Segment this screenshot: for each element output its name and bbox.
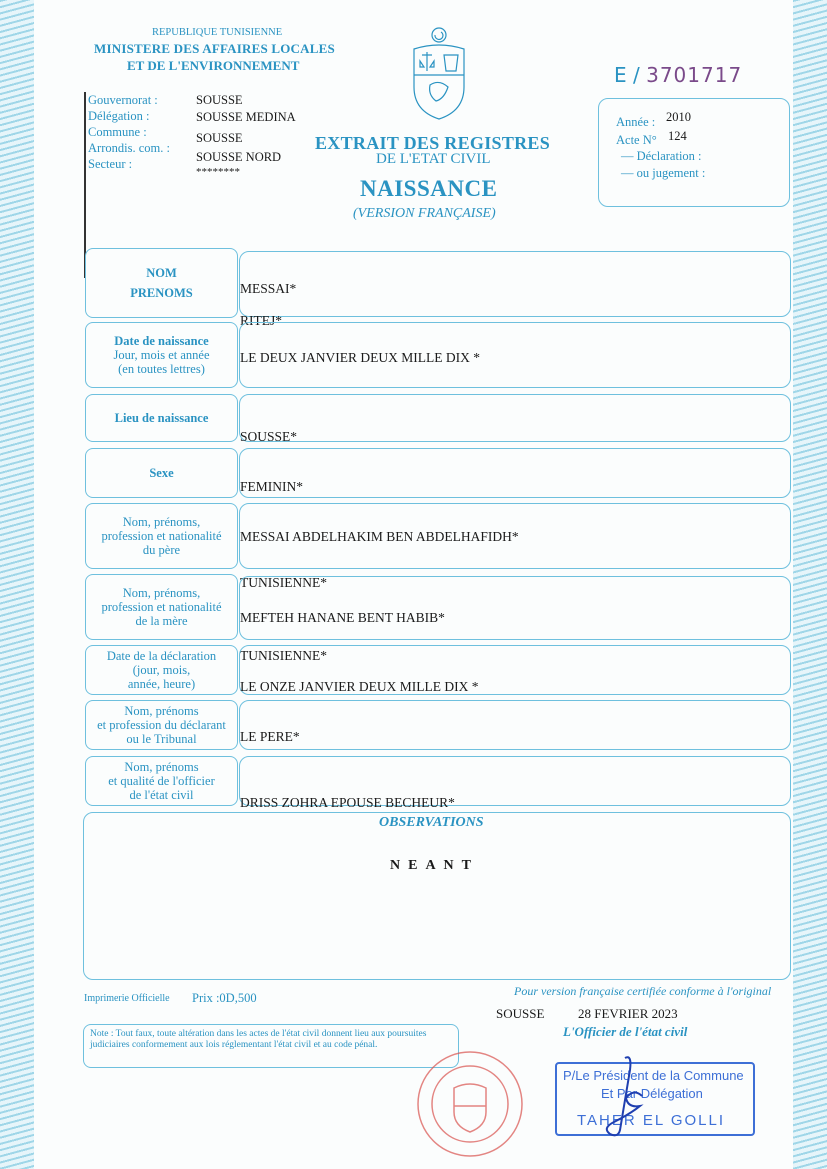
stamp-line-3: TAHER EL GOLLI (577, 1112, 726, 1129)
declarant-value-box (239, 700, 791, 750)
certification-text: Pour version française certifiée conforme à l'original (514, 984, 772, 998)
officer-title: L'Officier de l'état civil (563, 1024, 688, 1039)
date-naissance-label-box (85, 322, 238, 388)
officier-label-box (85, 756, 238, 806)
mere-label-1: Nom, prénoms, (122, 586, 201, 600)
declarant-label-1: Nom, prénoms (124, 704, 199, 718)
lieu-naissance-label-box (85, 394, 238, 442)
mere-label-box (85, 574, 238, 640)
mere-value: MEFTEH HANANE BENT HABIB* (240, 610, 445, 625)
lieu-naissance-value-box (239, 394, 791, 442)
gouvernorat-value: SOUSSE (196, 93, 243, 107)
date-naissance-sub1: Jour, mois et année (113, 348, 210, 362)
acte-value: 124 (668, 129, 687, 143)
gouvernorat-label: Gouvernorat : (88, 93, 158, 107)
document-title: EXTRAIT DES REGISTRES (315, 133, 551, 153)
prenoms-label: PRENOMS (130, 286, 193, 300)
lieu-naissance-label: Lieu de naissance (114, 411, 209, 425)
prenoms-value: RITEJ* (240, 313, 282, 328)
declaration-date-label-3: année, heure) (127, 677, 196, 691)
declaration-label: — Déclaration : (621, 149, 702, 163)
sexe-label-box (85, 448, 238, 498)
delegation-value: SOUSSE MEDINA (196, 110, 296, 124)
declarant-value: LE PERE* (240, 729, 300, 744)
date-naissance-value: LE DEUX JANVIER DEUX MILLE DIX * (240, 350, 480, 365)
observations-box (83, 812, 791, 980)
serial-value: 3701717 (646, 63, 743, 87)
date-naissance-sub2: (en toutes lettres) (118, 362, 205, 376)
municipal-seal-icon (414, 1048, 526, 1160)
officier-label-1: Nom, prénoms (124, 760, 199, 774)
mere-nationalite: TUNISIENNE* (240, 648, 327, 663)
delegation-label: Délégation : (88, 109, 150, 123)
nom-prenoms-label-box (85, 248, 238, 318)
declarant-label-2: et profession du déclarant (97, 718, 226, 732)
lieu-naissance-value: SOUSSE* (240, 429, 298, 444)
pere-value: MESSAI ABDELHAKIM BEN ABDELHAFIDH* (240, 529, 519, 544)
officier-label-2: et qualité de l'officier (108, 774, 215, 788)
stamp-line-2: Et Par Délégation (601, 1086, 703, 1101)
pere-label-box (85, 503, 238, 569)
declaration-date-label-box (85, 645, 238, 695)
republique-label: REPUBLIQUE TUNISIENNE (152, 27, 283, 38)
jugement-label: — ou jugement : (621, 166, 706, 180)
sexe-value-box (239, 448, 791, 498)
serial-number (614, 63, 742, 87)
pere-label-2: profession et nationalité (101, 529, 222, 543)
issue-place: SOUSSE (496, 1006, 545, 1021)
observations-value: NEANT (390, 858, 480, 873)
sexe-label: Sexe (149, 466, 174, 480)
ministry-subtitle: ET DE L'ENVIRONNEMENT (127, 58, 300, 73)
pere-nationalite: TUNISIENNE* (240, 575, 327, 590)
nom-value: MESSAI* (240, 281, 297, 296)
nom-prenoms-value-box (239, 251, 791, 317)
arrondissement-value: SOUSSE NORD (196, 150, 282, 164)
commune-label: Commune : (88, 125, 147, 139)
secteur-value: ******** (196, 166, 240, 178)
declaration-date-label-2: (jour, mois, (132, 663, 191, 677)
declaration-date-value: LE ONZE JANVIER DEUX MILLE DIX * (240, 679, 479, 694)
observations-title: OBSERVATIONS (379, 815, 484, 830)
mere-value-box (239, 576, 791, 640)
sexe-value: FEMININ* (240, 479, 303, 494)
acte-label: Acte N° (616, 133, 657, 147)
annee-value: 2010 (666, 110, 691, 124)
document-version: (VERSION FRANÇAISE) (353, 206, 496, 221)
declarant-label-box (85, 700, 238, 750)
declaration-date-label-1: Date de la déclaration (106, 649, 217, 663)
mere-label-2: profession et nationalité (101, 600, 222, 614)
mere-label-3: de la mère (135, 614, 188, 628)
officier-value: DRISS ZOHRA EPOUSE BECHEUR* (240, 795, 455, 810)
nom-label: NOM (146, 266, 177, 280)
decorative-border-left (0, 0, 34, 1169)
arrondissement-label: Arrondis. com. : (88, 141, 170, 155)
legal-note: Note : Tout faux, toute altération dans les actes de l'état civil donnent lieu aux poursuites judiciaires conformement aux lois réglementant l'état civil et au code pénal. (83, 1024, 459, 1068)
stamp-line-1: P/Le Président de la Commune (563, 1068, 744, 1083)
prix-label: Prix :0D,500 (192, 991, 257, 1005)
pere-label-1: Nom, prénoms, (122, 515, 201, 529)
document-type: NAISSANCE (360, 176, 498, 201)
officier-label-3: de l'état civil (129, 788, 194, 802)
handwritten-signature-icon (580, 1050, 670, 1140)
decorative-border-right (793, 0, 827, 1169)
document-subtitle: DE L'ETAT CIVIL (376, 151, 491, 167)
serial-prefix: E / (614, 63, 640, 87)
annee-label: Année : (616, 115, 656, 129)
secteur-label: Secteur : (88, 157, 133, 171)
imprimerie-label: Imprimerie Officielle (84, 993, 170, 1004)
pere-label-3: du père (142, 543, 181, 557)
ministry-title: MINISTERE DES AFFAIRES LOCALES (94, 41, 335, 56)
tunisia-coat-of-arms-icon (408, 25, 470, 121)
commune-value: SOUSSE (196, 131, 243, 145)
declarant-label-3: ou le Tribunal (126, 732, 197, 746)
date-naissance-label: Date de naissance (114, 334, 209, 348)
issue-date: 28 FEVRIER 2023 (578, 1006, 678, 1021)
